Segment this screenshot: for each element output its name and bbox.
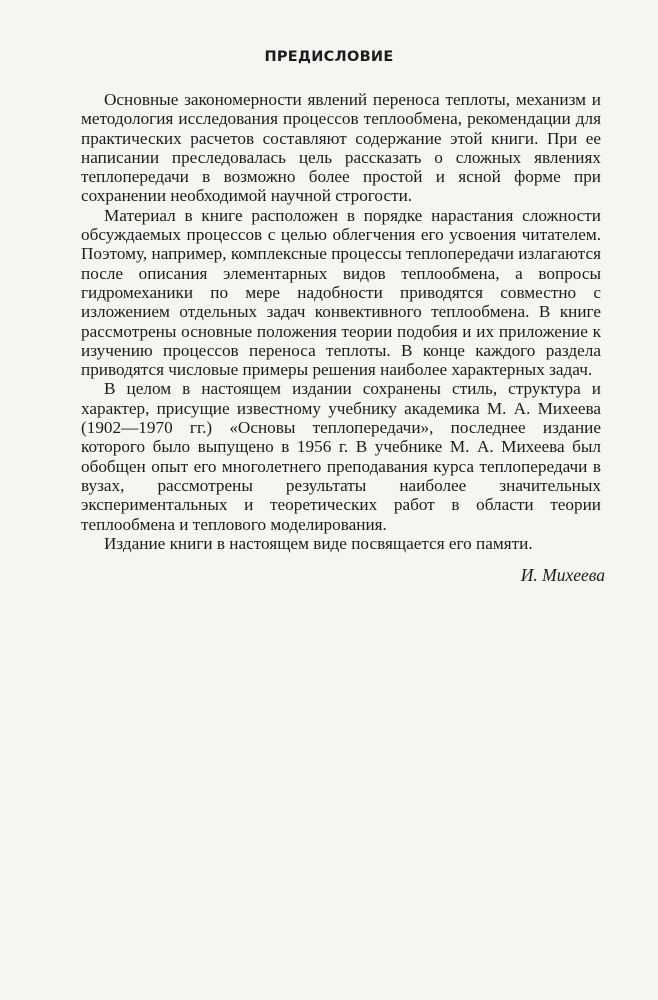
- paragraph-3: В целом в настоящем издании сохранены стиль, структура и характер, присущие известному учебнику академика М. А. Михеева (1902—1970 гг.) «Основы теплопередачи», последнее издание которого было выпущено в 1956 г. В учебнике М. А. Михеева был обобщен опыт его многолетнего преподавания курса теплопередачи в вузах, рассмотрены результаты наиболее значительных экспериментальных и теоретических работ в области теории теплообмена и теплового моделирования.: [81, 379, 601, 534]
- preface-body: [81, 90, 601, 553]
- paragraph-2: Материал в книге расположен в порядке нарастания сложности обсуждаемых процессов с целью облегчения его усвоения читателем. Поэтому, например, комплексные процессы теплопередачи излагаются после описания элементарных видов теплообмена, а вопросы гидромеханики по мере надобности приводятся совместно с изложением отдельных задач конвективного теплообмена. В книге рассмотрены основные положения теории подобия и их приложение к изучению процессов переноса теплоты. В конце каждого раздела приводятся числовые примеры решения наиболее характерных задач.: [81, 205, 601, 380]
- page-title: ПРЕДИСЛОВИЕ: [264, 49, 394, 65]
- paragraph-4: Издание книги в настоящем виде посвящается его памяти.: [104, 533, 533, 553]
- paragraph-1: Основные закономерности явлений переноса теплоты, механизм и методология исследования процессов теплообмена, рекомендации для практических расчетов составляют содержание этой книги. При ее написании преследовалась цель рассказать о сложных явлениях теплопередачи в возможно более простой и ясной форме при сохранении необходимой научной строгости.: [81, 90, 601, 206]
- author-signature: И. Михеева: [520, 565, 605, 585]
